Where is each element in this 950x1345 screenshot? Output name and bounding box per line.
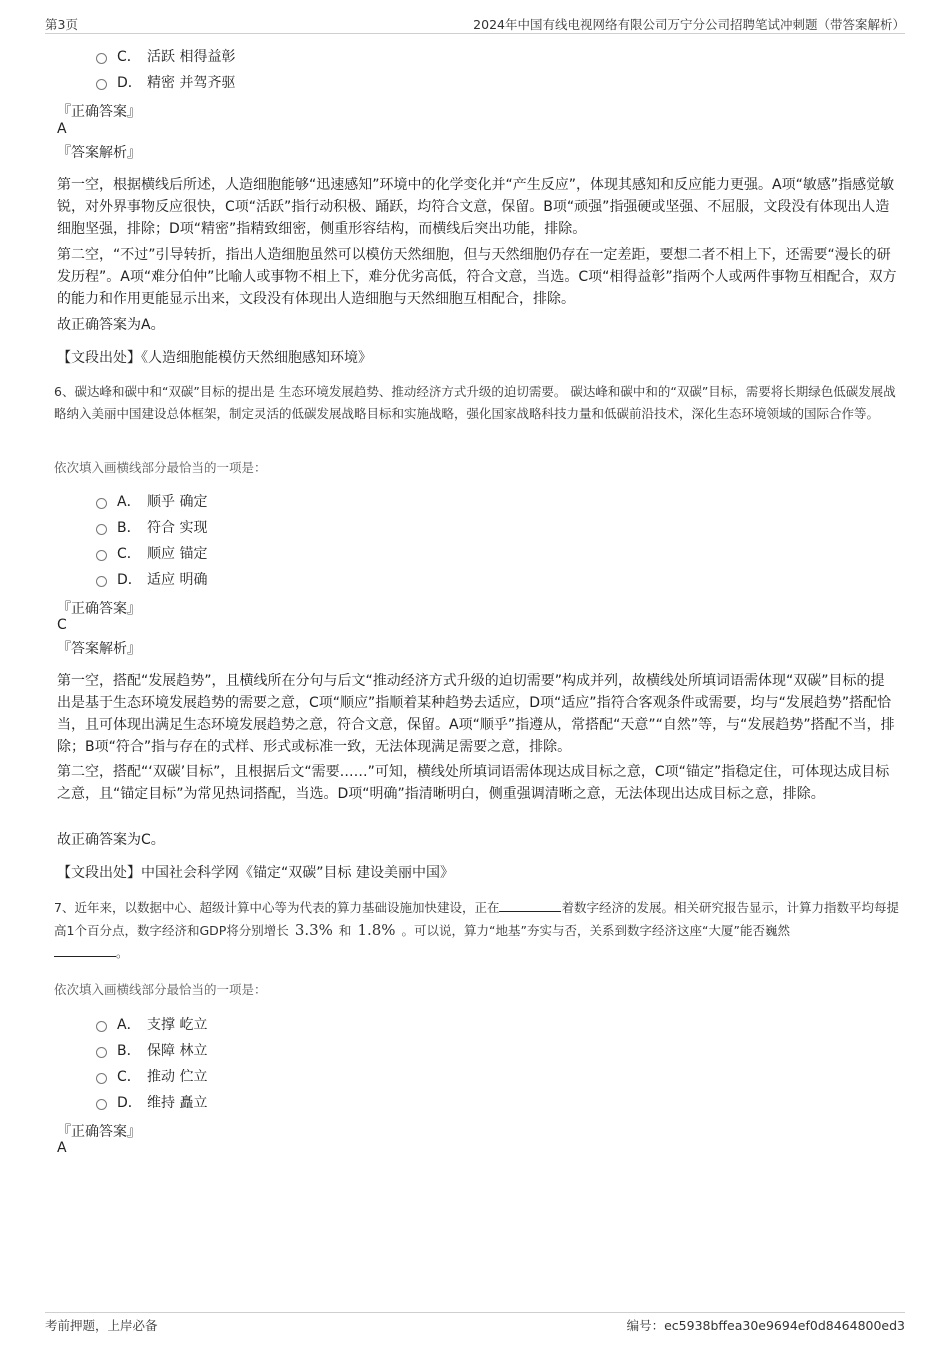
- radio-icon[interactable]: [96, 1099, 107, 1110]
- q6-answer: C: [57, 617, 67, 633]
- q5-analysis-para-1: 第一空，根据横线后所述，人造细胞能够“迅速感知”环境中的化学变化并“产生反应”，体现其感知和反应能力更强。A项“敏感”指感觉敏锐，对外界事物反应很快，C项“活跃”指行动积极、踊跃，均符合文意，保留。B项“顽强”指强硬或坚强、不屈服，文段没有体现出人造细胞坚强，排除；D项“精密”指精致细密，侧重形容结构，而横线后突出功能，排除。: [57, 177, 895, 237]
- radio-icon[interactable]: [96, 524, 107, 535]
- q5-answer: A: [57, 121, 67, 137]
- radio-icon[interactable]: [96, 53, 107, 64]
- radio-icon[interactable]: [96, 576, 107, 587]
- page-header: [45, 15, 905, 34]
- q7-answer-label: 『正确答案』: [57, 1124, 141, 1140]
- q6-analysis-para-2: 第二空，搭配“‘双碳’目标”，且根据后文“需要……”可知，横线处所填词语需体现达成目标之意，C项“锚定”指稳定住，可体现达成目标之意，且“锚定目标”为常见热词搭配，当选。D项“明确”指清晰明白，侧重强调清晰之意，无法体现出达成目标之意，排除。: [57, 764, 890, 802]
- q6-option-a[interactable]: A． 顺乎 确定: [96, 491, 207, 511]
- page-footer: [45, 1312, 905, 1333]
- q7-option-d[interactable]: D． 维持 矗立: [96, 1092, 207, 1112]
- radio-icon[interactable]: [96, 498, 107, 509]
- q6-source: 【文段出处】中国社会科学网《锚定“双碳”目标 建设美丽中国》: [57, 865, 454, 881]
- q7-option-b[interactable]: B． 保障 林立: [96, 1040, 207, 1060]
- q7-option-a[interactable]: A． 支撑 屹立: [96, 1014, 207, 1034]
- fill-blank: [54, 944, 116, 957]
- footer-code: 编号：ec5938bffea30e9694ef0d8464800ed3: [626, 1318, 905, 1333]
- q6-analysis-conclusion: 故正确答案为C。: [57, 832, 165, 848]
- q5-analysis-para-2: 第二空，“不过”引导转折，指出人造细胞虽然可以模仿天然细胞，但与天然细胞仍存在一定差距，要想二者不相上下，还需要“漫长的研发历程”。A项“难分伯仲”比喻人或事物不相上下，难分优劣高低，符合文意，当选。C项“相得益彰”指两个人或两件事物互相配合，双方的能力和作用更能显示出来，文段没有体现出人造细胞与天然细胞互相配合，排除。: [57, 247, 897, 307]
- q5-source: 【文段出处】《人造细胞能模仿天然细胞感知环境》: [57, 350, 372, 366]
- q7-prompt: 依次填入画横线部分最恰当的一项是：: [54, 982, 267, 997]
- q7-answer: A: [57, 1140, 67, 1156]
- q6-option-b[interactable]: B． 符合 实现: [96, 517, 207, 537]
- radio-icon[interactable]: [96, 79, 107, 90]
- q5-option-d[interactable]: D． 精密 并驾齐驱: [96, 72, 235, 92]
- q7-question-text: 7、近年来，以数据中心、超级计算中心等为代表的算力基础设施加快建设，正在 着数字经济的发展。相关研究报告显示，计算力指数平均每提高1个百分点，数字经济和GDP将分别增长 3.3% 和 1.8% 。可以说，算力“地基”夯实与否，关系到数字经济这座“大厦”能否巍然 。: [54, 900, 899, 960]
- q6-prompt: 依次填入画横线部分最恰当的一项是：: [54, 460, 267, 475]
- q7-value-1: 3.3%: [294, 921, 333, 939]
- q6-option-d[interactable]: D． 适应 明确: [96, 569, 207, 589]
- footer-slogan: 考前押题，上岸必备: [45, 1318, 158, 1333]
- q6-option-c[interactable]: C． 顺应 锚定: [96, 543, 207, 563]
- page-number: 第3页: [45, 17, 78, 32]
- q5-answer-label: 『正确答案』: [57, 104, 141, 120]
- q5-option-c[interactable]: C． 活跃 相得益彰: [96, 46, 235, 66]
- radio-icon[interactable]: [96, 1021, 107, 1032]
- q6-analysis-label: 『答案解析』: [57, 641, 141, 657]
- radio-icon[interactable]: [96, 550, 107, 561]
- radio-icon[interactable]: [96, 1073, 107, 1084]
- q6-analysis-para-1: 第一空，搭配“发展趋势”，且横线所在分句与后文“推动经济方式升级的迫切需要”构成并列，故横线处所填词语需体现“双碳”目标的提出是基于生态环境发展趋势的需要之意，C项“顺应”指顺着某种趋势去适应，D项“适应”指符合客观条件或需要，均与“发展趋势”搭配恰当，且可体现出满足生态环境发展趋势之意，符合文意，保留。A项“顺乎”指遵从，常搭配“天意”“自然”等，与“发展趋势”搭配不当，排除；B项“符合”指与存在的式样、形式或标准一致，无法体现满足需要之意，排除。: [57, 673, 895, 755]
- q7-option-c[interactable]: C． 推动 伫立: [96, 1066, 207, 1086]
- document-title: 2024年中国有线电视网络有限公司万宁分公司招聘笔试冲刺题（带答案解析）: [473, 17, 905, 32]
- q5-analysis-conclusion: 故正确答案为A。: [57, 317, 165, 333]
- radio-icon[interactable]: [96, 1047, 107, 1058]
- fill-blank: [499, 899, 561, 912]
- q5-analysis-label: 『答案解析』: [57, 145, 141, 161]
- q7-value-2: 1.8%: [357, 921, 396, 939]
- q6-answer-label: 『正确答案』: [57, 601, 141, 617]
- q6-question-text: 6、碳达峰和碳中和“双碳”目标的提出是 生态环境发展趋势、推动经济方式升级的迫切需要。 碳达峰和碳中和的“双碳”目标，需要将长期绿色低碳发展战略纳入美丽中国建设总体框架，制定灵活的低碳发展战略目标和实施战略，强化国家战略科技力量和低碳前沿技术，深化生态环境领域的国际合作等。: [54, 384, 896, 421]
